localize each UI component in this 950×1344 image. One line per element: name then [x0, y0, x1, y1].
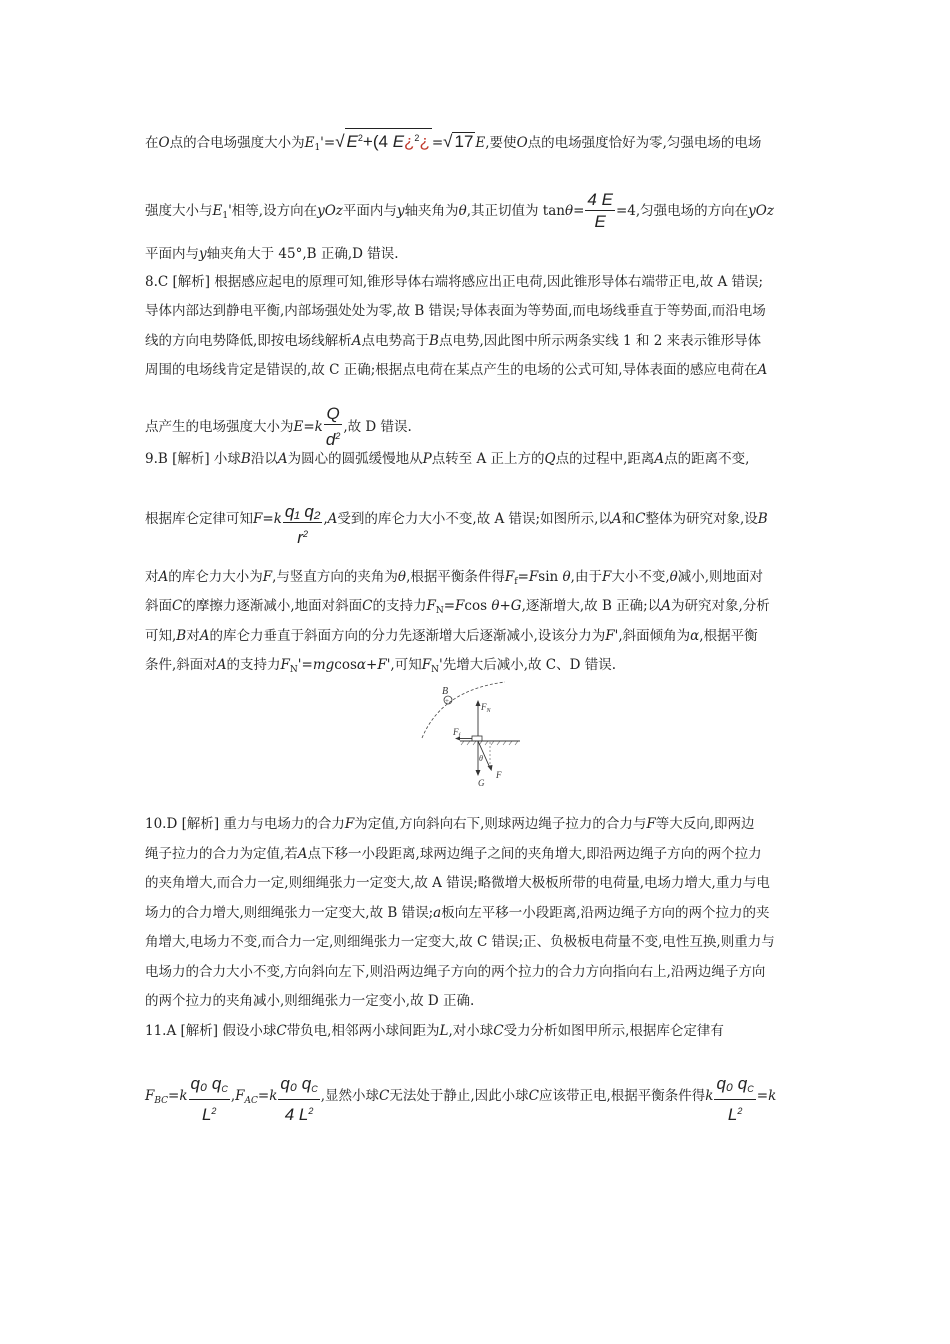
text: 的库仑力垂直于斜面方向的分力先逐渐增大后逐渐减小,设该分力为: [209, 628, 606, 644]
den-var: 4 L: [284, 1105, 309, 1124]
para1-line1: [145, 128, 761, 157]
label-g: G: [478, 778, 485, 788]
var: Q: [544, 451, 556, 467]
text: 大小不变,: [611, 569, 670, 585]
q10-line1: [145, 815, 755, 833]
text: 应该带正电,根据平衡条件得: [538, 1088, 706, 1104]
sup: 2: [335, 431, 341, 441]
var: F: [344, 816, 355, 832]
sub: 1: [222, 211, 229, 221]
sup: 2: [211, 1106, 217, 1116]
var: A: [757, 362, 768, 378]
var: yOz: [317, 203, 343, 219]
sub: N: [431, 665, 439, 675]
ff-letter: F: [453, 727, 459, 737]
var: B: [176, 628, 187, 644]
text: 根据库仑定律可知: [145, 511, 253, 527]
text: =: [756, 1088, 769, 1104]
arc-path: [422, 682, 505, 738]
text: =: [573, 203, 585, 219]
text: ',斜面倾角为: [614, 628, 691, 644]
text: 绳子拉力的合力为定值,若: [145, 846, 298, 862]
text: =: [257, 1088, 270, 1104]
sub: C: [311, 1084, 318, 1094]
fraction: [283, 502, 322, 549]
sub: C: [747, 1084, 754, 1094]
q8-line4: [145, 361, 767, 379]
text: cos: [334, 657, 357, 673]
var: L: [439, 1023, 449, 1039]
text: 受到的库仑力大小不变,故 A 错误;如图所示,以: [337, 511, 612, 527]
text: sin: [538, 569, 559, 585]
var: C: [379, 1088, 390, 1104]
text: 整体为研究对象,设: [645, 511, 758, 527]
text: +(4: [362, 132, 388, 151]
num-text: q₀ q: [190, 1074, 222, 1093]
var: θ: [397, 569, 407, 585]
q10-line3: 的夹角增大,而合力一定,则细绳张力一定变大,故 A 错误;略微增大极板所带的电荷量,电场力增大,重力与电: [145, 875, 770, 891]
sub: 1: [314, 143, 321, 153]
text: =: [262, 511, 274, 527]
var: F: [421, 657, 432, 673]
text: 板向左平移一小段距离,沿两边绳子方向的两个拉力的夹: [441, 905, 770, 921]
text: 10.D [解析] 重力与电场力的合力: [145, 816, 345, 832]
text: ,: [323, 511, 328, 527]
text: 点下移一小段距离,球两边绳子之间的夹角增大,即沿两边绳子方向的两个拉力: [307, 846, 762, 862]
numerator: 4 E: [587, 190, 613, 209]
text: 对: [186, 628, 200, 644]
text: 的支持力: [226, 657, 281, 673]
den-var: L: [727, 1105, 738, 1124]
q9-line4: [145, 597, 770, 620]
var: C: [493, 1023, 504, 1039]
denominator: [189, 1100, 230, 1126]
var: E: [212, 203, 223, 219]
q10-line7: 的两个拉力的夹角减小,则细绳张力一定变小,故 D 正确.: [145, 993, 475, 1009]
text: ,逐渐增大,故 B 正确;以: [521, 598, 662, 614]
var: O: [158, 135, 170, 151]
den-var: d: [325, 430, 336, 449]
var: k: [314, 419, 323, 435]
num-text: q₀ q: [280, 1074, 312, 1093]
var: G: [510, 598, 522, 614]
text: 无法处于静止,因此小球: [389, 1088, 529, 1104]
var: F: [528, 569, 539, 585]
var: θ: [564, 203, 574, 219]
text: '相等,设方向在: [228, 203, 318, 219]
text: 的支持力: [372, 598, 427, 614]
text: 线的方向电势降低,即按电场线解析: [145, 333, 352, 349]
force-diagram: [420, 680, 530, 790]
var: θ: [669, 569, 678, 585]
den-var: r: [297, 528, 303, 547]
q8-line5: [145, 404, 412, 451]
text: 斜面: [145, 598, 172, 614]
text: 轴夹角大于 45°,B 正确,D 错误.: [206, 246, 399, 262]
garbled-glyph: ¿: [419, 132, 430, 151]
var: C: [528, 1088, 539, 1104]
var: F: [377, 657, 387, 673]
var: P: [422, 451, 432, 467]
var: A: [216, 657, 227, 673]
text: cos: [464, 598, 488, 614]
denominator: [283, 523, 322, 549]
text: ,故 D 错误.: [343, 419, 412, 435]
text: 的库仑力大小为: [168, 569, 263, 585]
q8-line1: 8.C [解析] 根据感应起电的原理可知,锥形导体右端将感应出正电荷,因此锥形导体右端带正电,故 A 错误;: [145, 274, 764, 290]
var: C: [362, 598, 373, 614]
text: '=: [320, 135, 336, 151]
sqrt-expr-2: √ 17: [443, 132, 474, 151]
numerator: [714, 1074, 755, 1100]
text: 平面内与: [342, 203, 397, 219]
text: 点的电场强度恰好为零,匀强电场的电场: [527, 135, 762, 151]
var: k: [768, 1088, 777, 1104]
var: B: [240, 451, 251, 467]
var: a: [433, 905, 442, 921]
text: '先增大后减小,故 C、D 错误.: [438, 657, 617, 673]
text: 周围的电场线肯定是错误的,故 C 正确;根据点电荷在某点产生的电场的公式可知,导体表面的感应电荷在: [145, 362, 758, 378]
var: C: [635, 511, 646, 527]
text: 的摩擦力逐渐减小,地面对斜面: [182, 598, 363, 614]
var: B: [429, 333, 439, 349]
var: E: [475, 135, 486, 151]
q8-line3: [145, 332, 761, 350]
var: yOz: [748, 203, 774, 219]
var: θ: [491, 598, 500, 614]
block: [472, 736, 482, 741]
sup: 2: [308, 1106, 314, 1116]
var: θ: [562, 569, 571, 585]
var: α: [356, 657, 367, 673]
text: 场力的合力增大,则细绳张力一定变大,故 B 错误;: [145, 905, 434, 921]
var: α: [690, 628, 700, 644]
text: 为定值,方向斜向右下,则球两边绳子拉力的合力与: [354, 816, 647, 832]
var: k: [269, 1088, 278, 1104]
text: 在: [145, 135, 159, 151]
var: F: [262, 569, 273, 585]
fraction: [189, 1074, 230, 1126]
fn-arrowhead: [476, 700, 481, 706]
text: =: [303, 419, 315, 435]
var: E: [293, 419, 304, 435]
numerator: q₁ q₂: [284, 502, 321, 521]
text: ,显然小球: [320, 1088, 379, 1104]
var: F: [235, 1088, 245, 1104]
fn-sub: N: [486, 708, 491, 714]
var: A: [297, 846, 308, 862]
text: 条件,斜面对: [145, 657, 217, 673]
q11-line1: [145, 1022, 724, 1040]
text: ,根据平衡条件得: [406, 569, 505, 585]
q9-line3: [145, 568, 763, 591]
var: E: [346, 132, 358, 151]
var: F: [504, 569, 515, 585]
text: 点的合电场强度大小为: [169, 135, 305, 151]
text: ,其正切值为 tan: [466, 203, 565, 219]
var: k: [705, 1088, 714, 1104]
var: k: [273, 511, 282, 527]
fraction: [585, 190, 615, 233]
var: F: [646, 816, 656, 832]
sub: BC: [154, 1096, 169, 1106]
label-theta: θ: [479, 754, 483, 763]
text: 点电势高于: [361, 333, 430, 349]
text: 点电势,因此图中所示两条实线 1 和 2 来表示锥形导体: [438, 333, 762, 349]
var: F: [253, 511, 263, 527]
sup: 2: [302, 529, 308, 539]
garbled-glyph: ¿: [404, 132, 415, 151]
q9-line2: [145, 502, 768, 549]
numerator: Q: [324, 404, 342, 425]
text: '=: [297, 657, 313, 673]
text: 为圆心的圆弧缓慢地从: [287, 451, 423, 467]
var: y: [199, 246, 207, 262]
sub: f: [514, 577, 518, 587]
fraction: [324, 404, 342, 451]
ground-hatch: [461, 741, 518, 745]
text: ,与竖直方向的夹角为: [272, 569, 398, 585]
label-fn: [480, 702, 492, 714]
var: A: [277, 451, 288, 467]
text: ,根据平衡: [699, 628, 758, 644]
text: 带负电,相邻两小球间距为: [286, 1023, 440, 1039]
var: k: [179, 1088, 188, 1104]
var: E: [304, 135, 315, 151]
g-arrowhead: [476, 770, 481, 776]
var: F: [145, 1088, 155, 1104]
var: mg: [312, 657, 335, 673]
q10-line4: [145, 904, 770, 922]
text: =4,匀强电场的方向在: [615, 203, 749, 219]
var: C: [172, 598, 183, 614]
text: 11.A [解析] 假设小球: [145, 1023, 277, 1039]
text: 和: [621, 511, 636, 527]
text: ,对小球: [448, 1023, 494, 1039]
fraction: [278, 1074, 319, 1126]
q9-line5: [145, 627, 758, 645]
text: +: [499, 598, 511, 614]
sup: 2: [737, 1106, 743, 1116]
var: C: [276, 1023, 287, 1039]
var: A: [351, 333, 362, 349]
q9-line6: [145, 656, 616, 679]
q9-line1: [145, 450, 749, 468]
q8-line2: 导体内部达到静电平衡,内部场强处处为零,故 B 错误;导体表面为等势面,而电场线垂直于等势面,而沿电场: [145, 303, 766, 319]
text: 9.B [解析] 小球: [145, 451, 241, 467]
ff-sub: f: [458, 733, 461, 739]
text: 为研究对象,分析: [670, 598, 770, 614]
var: F: [601, 569, 612, 585]
var: F: [455, 598, 465, 614]
var: A: [611, 511, 622, 527]
text: 对: [145, 569, 159, 585]
var: y: [396, 203, 405, 219]
sub: AC: [244, 1096, 258, 1106]
var: O: [516, 135, 528, 151]
text: 等大反向,即两边: [655, 816, 755, 832]
denominator: [278, 1100, 319, 1126]
para1-line2: [145, 190, 774, 233]
var: θ: [458, 203, 467, 219]
q11-line2: [145, 1074, 776, 1126]
var: A: [199, 628, 210, 644]
plus-sign: +: [445, 697, 449, 705]
label-f: F: [496, 770, 502, 780]
text: 强度大小与: [145, 203, 213, 219]
text: 轴夹角为: [404, 203, 459, 219]
var: B: [757, 511, 768, 527]
text: 减小,则地面对: [677, 569, 764, 585]
fn-letter: F: [481, 702, 487, 712]
text: ',可知: [386, 657, 422, 673]
sqrt-expr-1: √ $E^2+(4$ E¿$^2$¿: [335, 132, 432, 151]
denominator: [324, 425, 342, 451]
q10-line6: 电场力的合力大小不变,方向斜向左下,则沿两边绳子方向的两个拉力的合力方向指向右上,沿两边绳子方向: [145, 964, 766, 980]
text: =: [517, 569, 529, 585]
text: =: [431, 135, 444, 151]
text: +: [366, 657, 378, 673]
para1-line3: [145, 245, 399, 263]
num-text: q₀ q: [716, 1074, 748, 1093]
var: F: [280, 657, 290, 673]
text: 受力分析如图甲所示,根据库仑定律有: [503, 1023, 724, 1039]
text: =: [443, 598, 456, 614]
text: ,: [230, 1088, 236, 1104]
text: 点产生的电场强度大小为: [145, 419, 294, 435]
text: 平面内与: [145, 246, 199, 262]
numerator: [189, 1074, 230, 1100]
sub: N: [289, 665, 298, 675]
numerator: [278, 1074, 319, 1100]
var: A: [327, 511, 338, 527]
sqrt-body: 17: [454, 132, 474, 151]
text: 点的过程中,距离: [555, 451, 655, 467]
sup: 2: [414, 133, 420, 143]
var: A: [654, 451, 665, 467]
var: F: [426, 598, 436, 614]
var: F: [605, 628, 615, 644]
text: =: [168, 1088, 180, 1104]
text: 可知,: [145, 628, 177, 644]
fraction: [714, 1074, 755, 1126]
denominator: [714, 1100, 755, 1126]
text: 点转至 A 正上方的: [431, 451, 545, 467]
text: 点的距离不变,: [664, 451, 750, 467]
q10-line5: 角增大,电场力不变,而合力一定,则细绳张力一定变大,故 C 错误;正、负极板电荷量不变,电性互换,则重力与: [145, 934, 775, 950]
var: E: [392, 132, 405, 151]
label-ff: [452, 727, 462, 739]
sub: C: [221, 1084, 228, 1094]
sup: 2: [357, 133, 363, 143]
text: ,要使: [485, 135, 517, 151]
q10-line2: [145, 845, 762, 863]
denominator: E: [594, 212, 606, 231]
label-b: B: [442, 686, 449, 697]
text: ,由于: [570, 569, 602, 585]
var: A: [661, 598, 671, 614]
den-var: L: [201, 1105, 212, 1124]
sub: N: [435, 606, 444, 616]
var: A: [158, 569, 169, 585]
text: 沿以: [250, 451, 278, 467]
